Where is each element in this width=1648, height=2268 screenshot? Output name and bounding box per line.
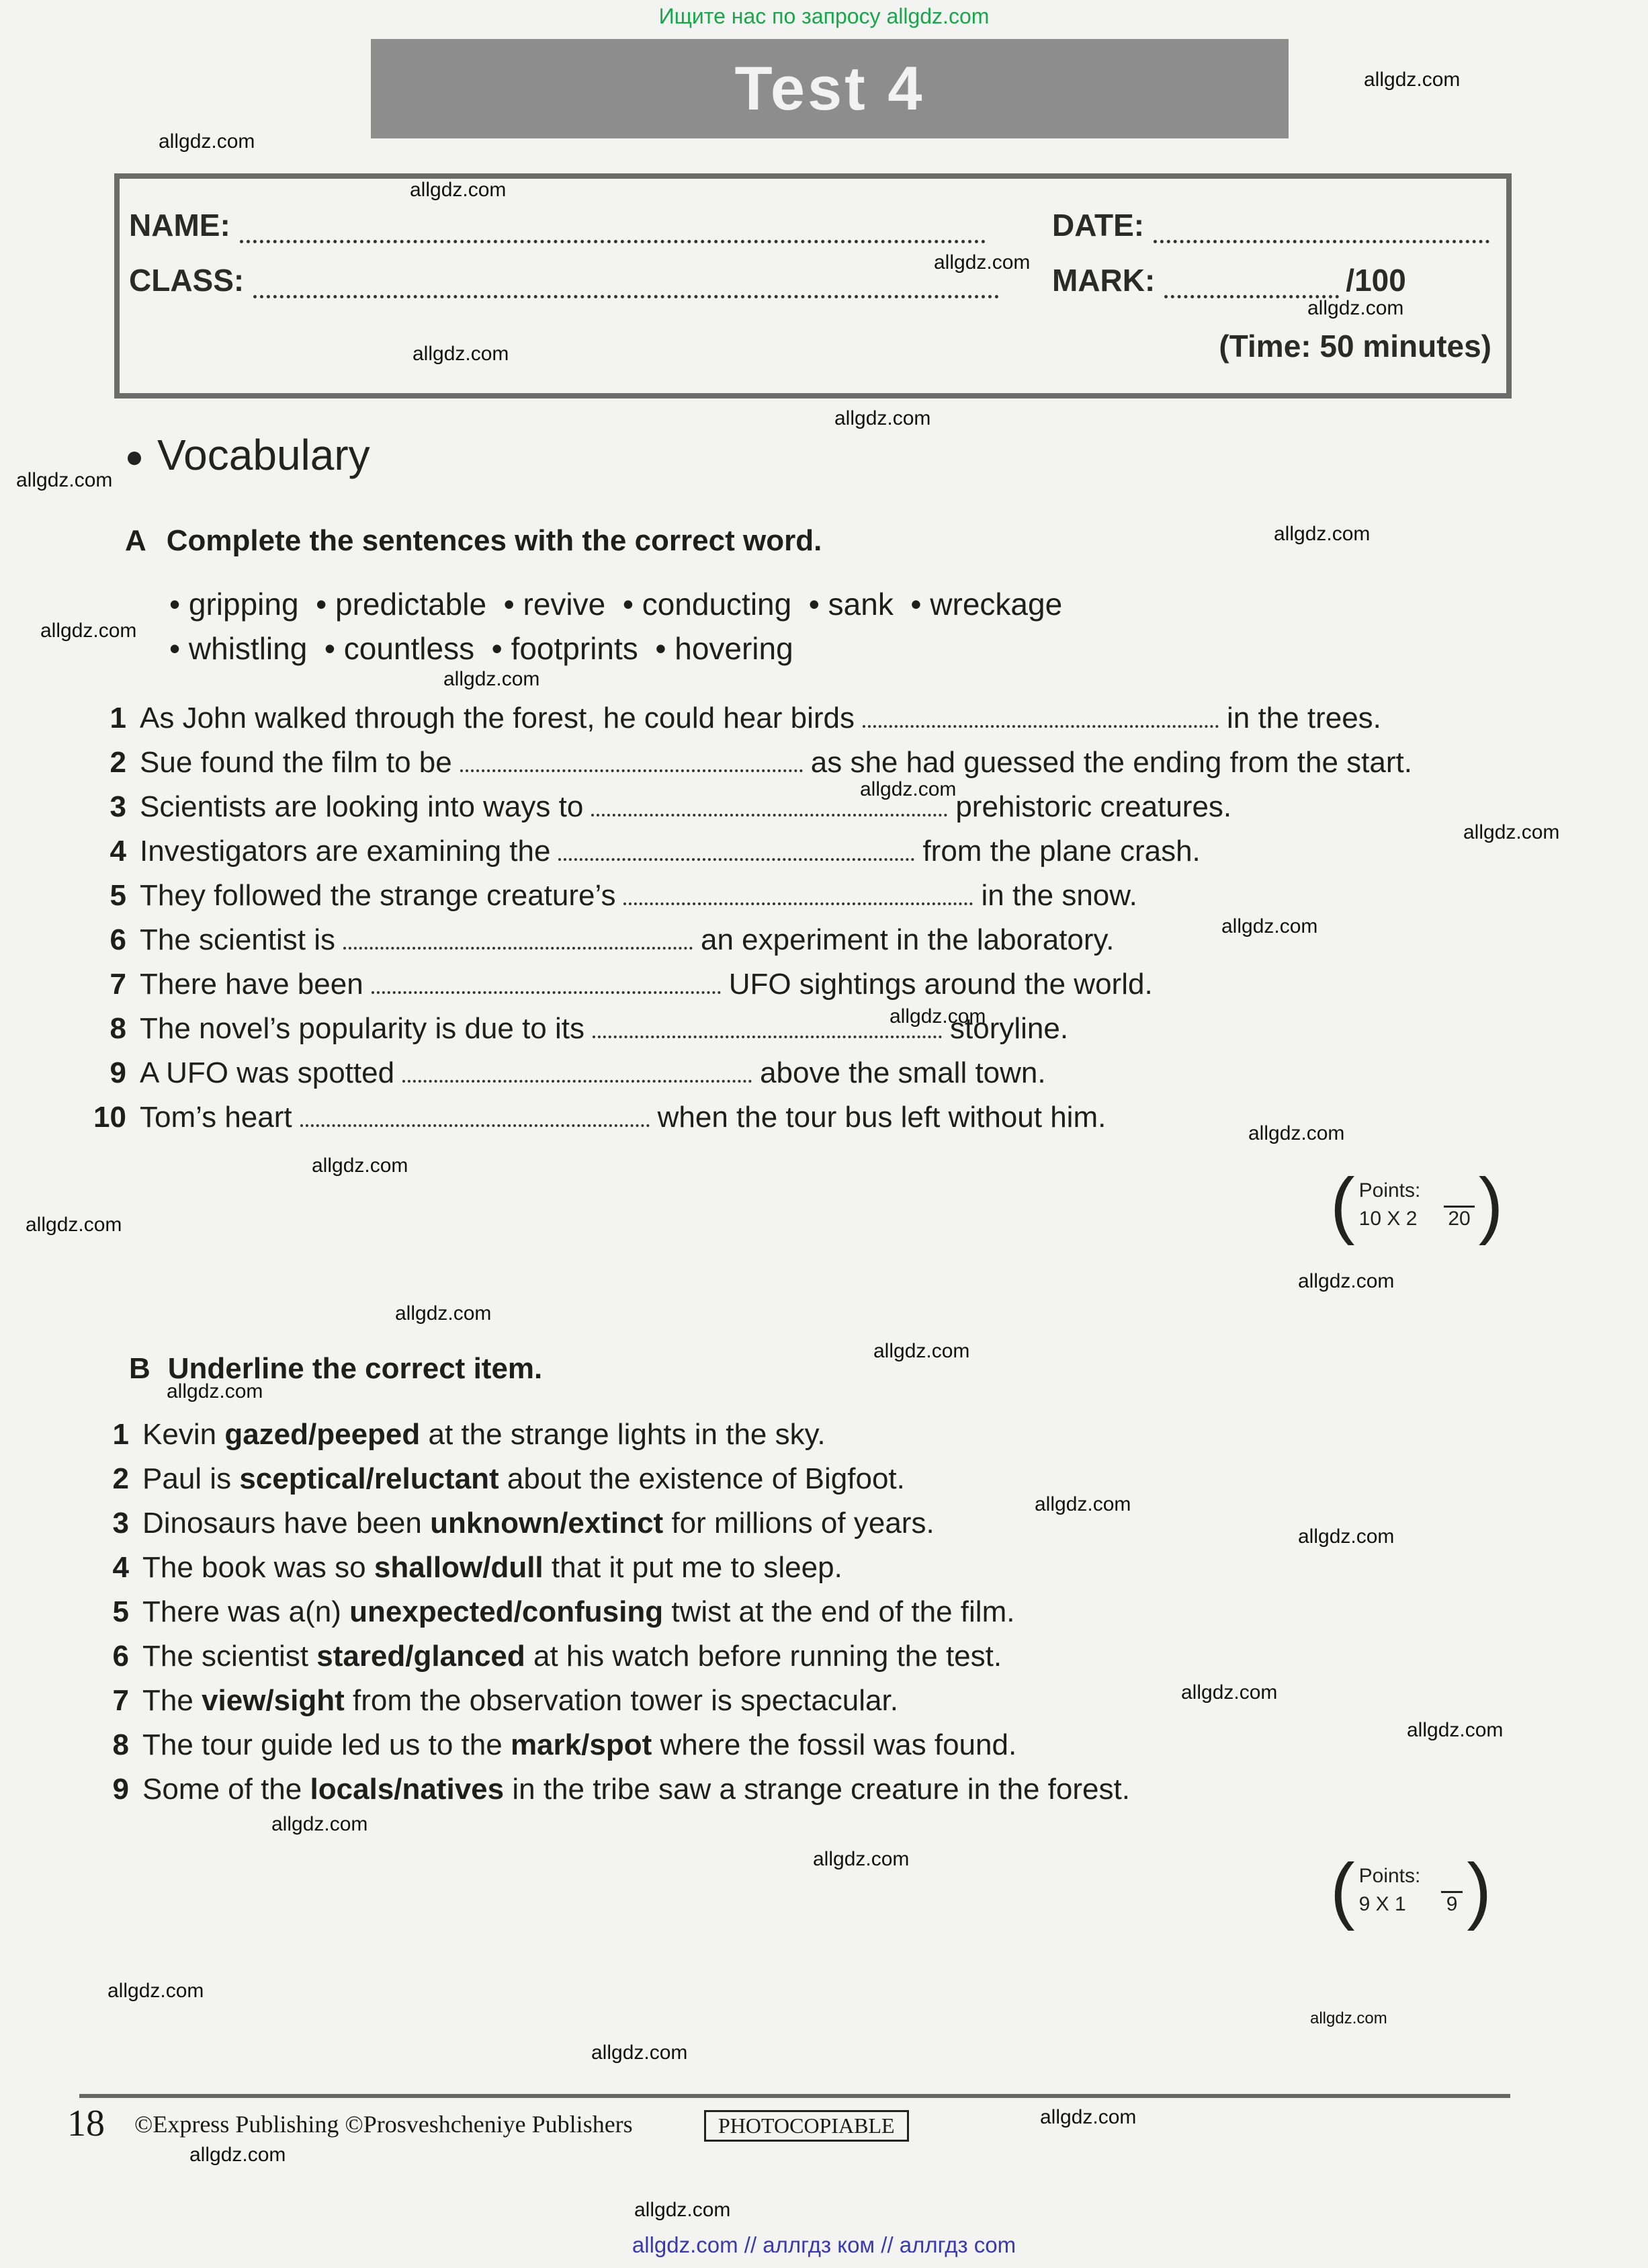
answer-blank[interactable] — [343, 927, 693, 950]
points-calc: 10 X 2 — [1358, 1208, 1418, 1230]
bottom-banner[interactable]: allgdz.com // аллгдз ком // аллгдз com — [632, 2232, 1016, 2257]
date-label: DATE: — [1052, 208, 1145, 243]
choice-options[interactable]: mark/spot — [510, 1728, 652, 1761]
choice-options[interactable]: gazed/peeped — [224, 1418, 421, 1451]
answer-blank[interactable] — [460, 749, 803, 772]
watermark: allgdz.com — [167, 1380, 263, 1402]
class-field[interactable] — [253, 275, 999, 298]
word-bank-line-2 — [169, 630, 793, 667]
part-b-item: 9 Some of the locals/natives in the tribe saw a strange creature in the forest. — [112, 1773, 1130, 1806]
watermark: allgdz.com — [312, 1154, 408, 1177]
points-label: Points: — [1358, 1865, 1421, 1887]
watermark: allgdz.com — [1248, 1122, 1345, 1144]
part-a-instruction — [125, 524, 822, 558]
part-a-item: 1 As John walked through the forest, he could hear birds in the trees. — [110, 702, 1381, 734]
bank-word: • footprints — [491, 631, 638, 666]
watermark: allgdz.com — [1221, 915, 1318, 937]
watermark: allgdz.com — [410, 179, 507, 201]
word-bank-line-1 — [169, 586, 1062, 622]
part-a-item: 7 There have been UFO sightings around the world. — [110, 968, 1153, 1001]
watermark: allgdz.com — [591, 2042, 688, 2064]
part-b-letter: B — [129, 1352, 150, 1385]
watermark: allgdz.com — [40, 620, 137, 642]
part-b-item: 5 There was a(n) unexpected/confusing twist at the end of the film. — [112, 1595, 1015, 1628]
watermark: allgdz.com — [1298, 1270, 1395, 1292]
watermark: allgdz.com — [873, 1340, 970, 1362]
publisher-credits: ©Express Publishing ©Prosveshcheniye Publishers — [134, 2111, 633, 2138]
watermark: allgdz.com — [934, 251, 1031, 274]
top-banner[interactable]: Ищите нас по запросу allgdz.com — [658, 4, 990, 28]
watermark: allgdz.com — [834, 407, 931, 429]
test-title: Test 4 — [371, 39, 1289, 138]
part-a-instruction-text: Complete the sentences with the correct word. — [166, 524, 822, 557]
part-b-item: 1 Kevin gazed/peeped at the strange lights in the sky. — [112, 1418, 826, 1451]
part-b-item: 7 The view/sight from the observation tower is spectacular. — [112, 1684, 898, 1717]
watermark: allgdz.com — [813, 1848, 910, 1870]
watermark: allgdz.com — [1040, 2106, 1137, 2128]
answer-blank[interactable] — [623, 882, 973, 905]
photocopiable-label: PHOTOCOPIABLE — [704, 2110, 909, 2142]
watermark: allgdz.com — [1035, 1493, 1131, 1515]
part-b-instruction-text: Underline the correct item. — [167, 1352, 543, 1385]
choice-options[interactable]: unknown/extinct — [430, 1507, 664, 1540]
watermark: allgdz.com — [1307, 297, 1404, 319]
page-number: 18 — [67, 2103, 105, 2144]
part-a-item: 8 The novel’s popularity is due to its storyline. — [110, 1012, 1069, 1045]
watermark: allgdz.com — [271, 1813, 368, 1835]
bank-word: • conducting — [622, 587, 792, 622]
part-b-item: 8 The tour guide led us to the mark/spot where the fossil was found. — [112, 1728, 1017, 1761]
part-a-item: 9 A UFO was spotted above the small town. — [110, 1056, 1046, 1089]
watermark: allgdz.com — [890, 1005, 986, 1027]
part-a-item: 2 Sue found the film to be as she had guessed the ending from the start. — [110, 746, 1412, 779]
watermark: allgdz.com — [159, 130, 255, 153]
answer-blank[interactable] — [558, 838, 914, 861]
bank-word: • gripping — [169, 587, 299, 622]
date-field[interactable] — [1154, 220, 1489, 243]
watermark: allgdz.com — [1364, 69, 1461, 91]
bullet-icon — [128, 452, 141, 465]
watermark: allgdz.com — [1298, 1525, 1395, 1548]
part-b-item: 2 Paul is sceptical/reluctant about the existence of Bigfoot. — [112, 1462, 905, 1495]
watermark: allgdz.com — [107, 1980, 204, 2002]
student-info-box — [114, 173, 1512, 398]
part-a-letter: A — [125, 524, 146, 557]
watermark: allgdz.com — [443, 668, 540, 690]
choice-options[interactable]: unexpected/confusing — [349, 1595, 664, 1628]
part-b-item: 3 Dinosaurs have been unknown/extinct for millions of years. — [112, 1507, 935, 1540]
bank-word: • countless — [324, 631, 475, 666]
points-calc: 9 X 1 — [1358, 1893, 1406, 1915]
answer-blank[interactable] — [372, 971, 721, 994]
watermark: allgdz.com — [189, 2144, 286, 2166]
name-label: NAME: — [129, 208, 230, 243]
part-b-points: ( Points: 9 X 1 9 ) — [1330, 1849, 1492, 1931]
watermark: allgdz.com — [1463, 821, 1560, 843]
name-field[interactable] — [240, 220, 986, 243]
watermark: allgdz.com — [634, 2199, 731, 2221]
bank-word: • whistling — [169, 631, 308, 666]
answer-blank[interactable] — [863, 705, 1219, 728]
section-vocabulary-label: Vocabulary — [157, 431, 370, 479]
bank-word: • wreckage — [910, 587, 1063, 622]
part-b-item: 4 The book was so shallow/dull that it put me to sleep. — [112, 1551, 842, 1584]
answer-blank[interactable] — [402, 1060, 752, 1083]
choice-options[interactable]: sceptical/reluctant — [239, 1462, 499, 1495]
watermark: allgdz.com — [16, 469, 113, 491]
choice-options[interactable]: stared/glanced — [316, 1640, 525, 1673]
choice-options[interactable]: locals/natives — [310, 1773, 505, 1806]
answer-blank[interactable] — [300, 1104, 650, 1127]
mark-label: MARK: — [1052, 263, 1156, 298]
watermark: allgdz.com — [395, 1302, 492, 1325]
section-vocabulary — [128, 430, 370, 480]
class-label: CLASS: — [129, 263, 245, 298]
part-a-item: 4 Investigators are examining the from the plane crash. — [110, 835, 1201, 868]
time-limit: (Time: 50 minutes) — [1219, 329, 1491, 364]
watermark: allgdz.com — [1181, 1681, 1278, 1704]
part-b-item: 6 The scientist stared/glanced at his watch before running the test. — [112, 1640, 1002, 1673]
bank-word: • revive — [503, 587, 606, 622]
watermark: allgdz.com — [26, 1214, 122, 1236]
watermark: allgdz.com — [860, 778, 957, 800]
watermark: allgdz.com — [413, 343, 509, 365]
bank-word: • hovering — [655, 631, 793, 666]
watermark: allgdz.com — [1407, 1719, 1504, 1741]
points-label: Points: — [1358, 1179, 1421, 1202]
part-a-item: 3 Scientists are looking into ways to prehistoric creatures. — [110, 790, 1232, 823]
mark-field[interactable] — [1164, 275, 1339, 298]
mark-total: /100 — [1346, 263, 1406, 298]
points-total: 20 — [1444, 1206, 1474, 1230]
part-a-points: ( Points: 10 X 2 20 ) — [1330, 1163, 1504, 1246]
bank-word: • sank — [808, 587, 894, 622]
choice-options[interactable]: view/sight — [202, 1684, 345, 1717]
footer-rule — [79, 2094, 1510, 2098]
bank-word: • predictable — [316, 587, 487, 622]
part-a-item: 5 They followed the strange creature’s in the snow. — [110, 879, 1137, 912]
choice-options[interactable]: shallow/dull — [374, 1551, 544, 1584]
part-a-item: 10 Tom’s heart when the tour bus left without him. — [93, 1101, 1107, 1134]
points-total: 9 — [1441, 1891, 1463, 1915]
watermark: allgdz.com — [1274, 523, 1371, 545]
watermark: allgdz.com — [1310, 2009, 1387, 2027]
part-a-item: 6 The scientist is an experiment in the laboratory. — [110, 923, 1115, 956]
